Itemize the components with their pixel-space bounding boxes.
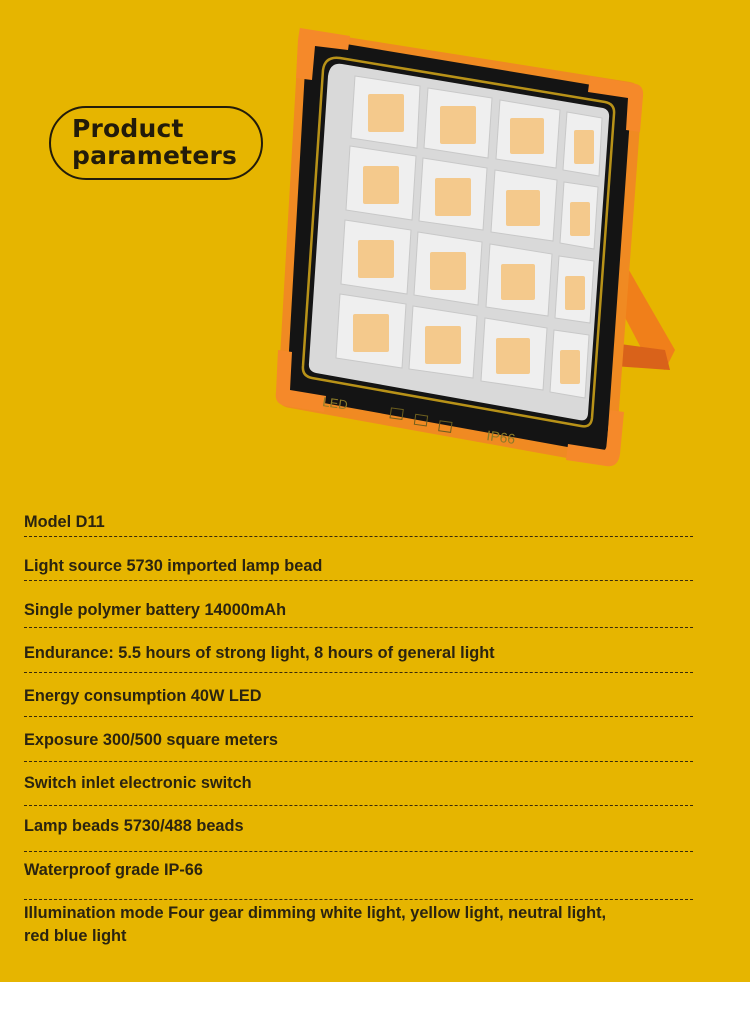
floodlight-product-image <box>270 20 690 470</box>
spec-battery: Single polymer battery 14000mAh <box>24 600 287 619</box>
spec-energy-consumption: Energy consumption 40W LED <box>24 686 262 705</box>
spec-switch: Switch inlet electronic switch <box>24 773 252 792</box>
divider <box>24 899 693 900</box>
spec-illumination-line-2: red blue light <box>24 926 127 945</box>
title-line-1: Product <box>72 114 184 143</box>
spec-model: Model D11 <box>24 512 105 531</box>
divider <box>24 672 693 673</box>
divider <box>24 627 693 628</box>
spec-exposure: Exposure 300/500 square meters <box>24 730 279 749</box>
spec-illumination-line-1: Illumination mode Four gear dimming white light, yellow light, neutral light, <box>24 903 607 922</box>
spec-light-source: Light source 5730 imported lamp bead <box>24 556 323 575</box>
lamp-label-ip66: IP66 <box>485 427 517 447</box>
divider <box>24 580 693 581</box>
spec-illumination-mode <box>24 901 606 947</box>
divider <box>24 851 693 852</box>
lamp-label-led: LED <box>321 394 349 413</box>
spec-waterproof: Waterproof grade IP-66 <box>24 860 203 879</box>
divider <box>24 536 693 537</box>
divider <box>24 805 693 806</box>
divider <box>24 761 693 762</box>
spec-lamp-beads: Lamp beads 5730/488 beads <box>24 816 244 835</box>
title-line-2: parameters <box>72 141 238 170</box>
spec-endurance: Endurance: 5.5 hours of strong light, 8 hours of general light <box>24 643 495 662</box>
page-title <box>72 115 237 169</box>
divider <box>24 716 693 717</box>
